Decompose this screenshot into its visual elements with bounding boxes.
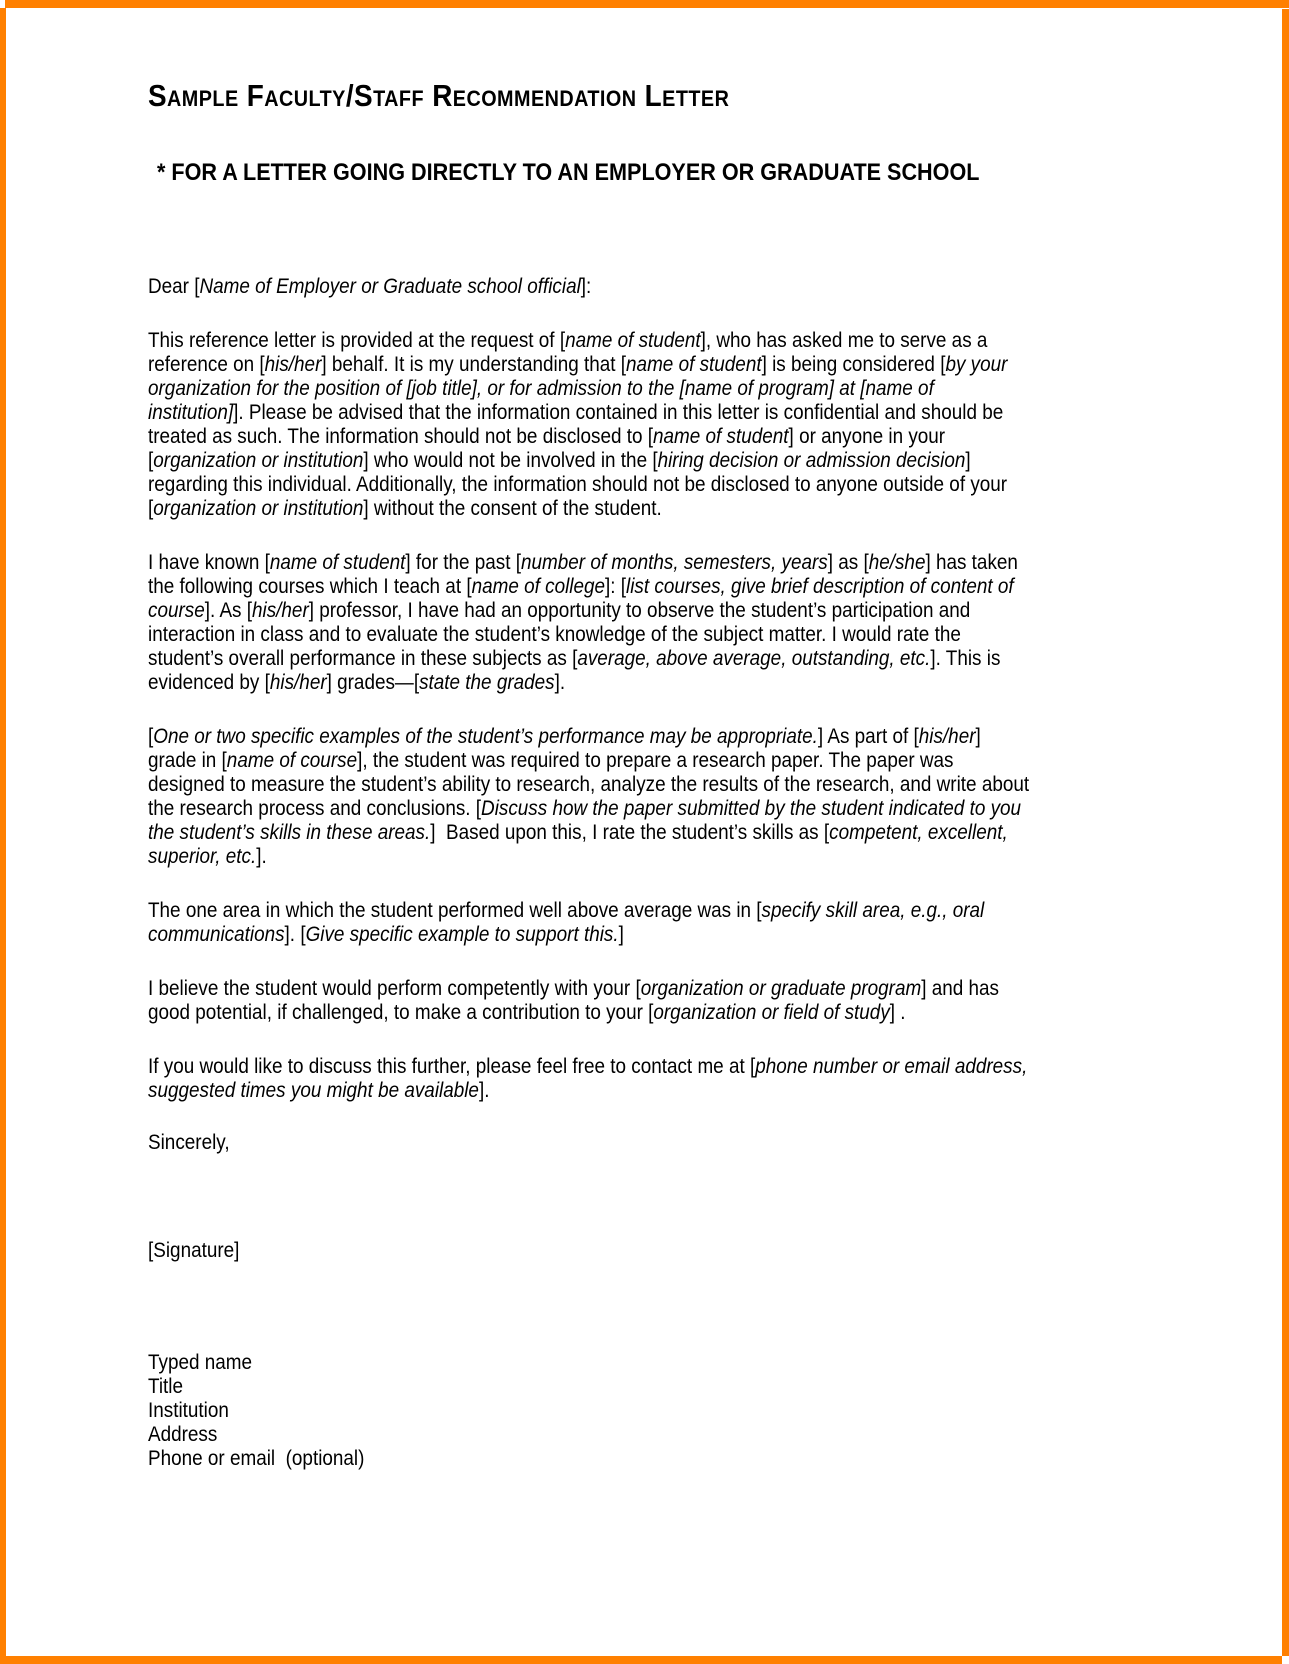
letter-content [148,0,1129,1471]
text-line [148,773,1129,797]
text-line [148,1079,1129,1103]
text-line [148,671,1129,695]
text-run: his/her [264,353,322,376]
text-run: interaction in class and to evaluate the student’s knowledge of the subject matter. I would rate the [148,623,961,646]
text-run: ]. [554,671,566,694]
text-run: he/she [868,551,926,574]
text-run: his/her [918,725,976,748]
text-run: grade in [ [148,749,227,772]
text-line [148,575,1129,599]
text-run: Name of Employer or Graduate school official [199,275,581,298]
paragraph-above-average-area [148,899,1129,947]
text-run: average, above average, outstanding, etc. [577,647,931,670]
text-run: ]. Please be advised that the information contained in this letter is confidential and should be [233,401,1004,424]
text-line [148,977,1129,1001]
text-run: name of college [471,575,606,598]
text-run: superior, etc. [148,845,257,868]
text-line: Phone or email (optional) [148,1447,365,1470]
text-line [148,749,1129,773]
text-run: evidenced by [ [148,671,270,694]
text-run: ] [618,923,624,946]
text-run: ] . [889,1001,906,1024]
text-run: organization or field of study [653,1001,890,1024]
text-run: ]. As [ [204,599,253,622]
frame-right-bar [1282,9,1289,1656]
text-line [148,497,1129,521]
text-line [148,425,1129,449]
text-run: course [148,599,205,622]
text-run: Dear [ [148,275,200,298]
text-line: Title [148,1375,184,1398]
text-run: organization or institution [153,449,364,472]
text-run: ] [975,725,981,748]
text-run: ]. [ [284,923,306,946]
text-run: competent, excellent, [829,821,1008,844]
text-line [148,899,1129,923]
text-run: designed to measure the student’s ability to research, analyze the results of the research, and write about [148,773,1030,796]
text-run: ] Based upon this, I rate the student’s skills as [ [430,821,830,844]
paragraph-potential [148,977,1129,1025]
text-run: treated as such. The information should not be disclosed to [ [148,425,654,448]
text-run: reference on [ [148,353,265,376]
text-run: ]: [ [605,575,627,598]
text-run: phone number or email address, [755,1055,1028,1078]
text-run: I have known [ [148,551,270,574]
text-run: Give specific example to support this. [305,923,619,946]
text-run: ]: [580,275,592,298]
text-run: student’s overall performance in these subjects as [ [148,647,578,670]
text-run: his/her [252,599,309,622]
text-line [148,473,1129,497]
paragraph-contact [148,1055,1129,1103]
text-run: ] for the past [ [405,551,521,574]
text-run: ] professor, I have had an opportunity to observe the student’s participation and [308,599,971,622]
text-line [148,401,1129,425]
text-run: ] is being considered [ [761,353,946,376]
text-run: ] and has [921,977,1000,1000]
text-run: regarding this individual. Additionally, the information should not be disclosed to anyone outside of your [148,473,1008,496]
text-run: ] behalf. It is my understanding that [ [321,353,627,376]
text-line [148,329,1129,353]
text-run: One or two specific examples of the student’s performance may be appropriate. [153,725,818,748]
text-run: number of months, semesters, years [520,551,828,574]
paragraph-research-paper [148,725,1129,869]
text-run: organization or institution [153,497,364,520]
text-run: list courses, give brief description of content of [626,575,1014,598]
signature-block [148,1351,1129,1471]
text-run: [ [148,497,154,520]
text-run: ]. This is [930,647,1001,670]
text-run: If you would like to discuss this further, please feel free to contact me at [ [148,1055,756,1078]
text-run: The one area in which the student performed well above average was in [ [148,899,762,922]
text-run: ], the student was required to prepare a research paper. The paper was [357,749,954,772]
text-run: ] as [ [827,551,869,574]
text-run: his/her [269,671,327,694]
text-run: good potential, if challenged, to make a contribution to your [ [148,1001,654,1024]
text-run: hiring decision or admission decision [657,449,966,472]
text-run: ] [965,449,971,472]
text-run: name of student [626,353,762,376]
text-line [148,923,1129,947]
text-run: name of student [269,551,406,574]
text-run: ] has taken [925,551,1018,574]
text-line [148,725,1129,749]
text-line [148,353,1129,377]
text-run: ], who has asked me to serve as a [700,329,988,352]
text-line: Institution [148,1399,229,1422]
text-run: [ [148,449,154,472]
text-line [148,1055,1129,1079]
text-run: state the grades [419,671,555,694]
text-run: ] without the consent of the student. [363,497,662,520]
text-run: organization or graduate program [640,977,922,1000]
signature-placeholder: [Signature] [148,1239,240,1262]
text-line [148,845,1129,869]
text-run: institution] [148,401,234,424]
text-run: name of student [565,329,701,352]
text-run: [ [148,725,154,748]
closing: Sincerely, [148,1131,230,1154]
text-run: I believe the student would perform competently with your [ [148,977,641,1000]
text-line [148,449,1129,473]
paragraph-confidentiality [148,329,1129,521]
text-run: ] As part of [ [817,725,919,748]
text-line [148,623,1129,647]
text-run: name of student [653,425,789,448]
text-line [148,647,1129,671]
text-run: Discuss how the paper submitted by the student indicated to you [481,797,1022,820]
text-run: organization for the position of [job title], or for admission to the [name of program] at [name of [148,377,934,400]
text-line: Address [148,1423,218,1446]
text-run: by your [945,353,1008,376]
text-run: specify skill area, e.g., oral [761,899,985,922]
frame-bottom-bar [6,1656,1282,1664]
text-line [148,821,1129,845]
text-run: suggested times you might be available [148,1079,479,1102]
letter-subtitle: * FOR A LETTER GOING DIRECTLY TO AN EMPLOYER OR GRADUATE SCHOOL [157,159,980,186]
paragraph-courses-performance [148,551,1129,695]
text-run: This reference letter is provided at the request of [ [148,329,566,352]
text-line: Typed name [148,1351,253,1374]
text-line [148,551,1129,575]
letter-title: Sample Faculty/Staff Recommendation Letter [148,78,730,113]
text-run: the student’s skills in these areas. [148,821,431,844]
text-run: the following courses which I teach at [ [148,575,472,598]
text-line [148,1001,1129,1025]
text-line [148,797,1129,821]
text-run: ] who would not be involved in the [ [363,449,658,472]
text-line [148,599,1129,623]
text-run: ] grades—[ [326,671,420,694]
text-run: communications [148,923,285,946]
text-run: name of course [226,749,358,772]
text-run: the research process and conclusions. [ [148,797,482,820]
text-line [148,377,1129,401]
text-line [148,275,1129,299]
text-run: ] or anyone in your [788,425,946,448]
text-run: ]. [256,845,267,868]
frame-left-bar [0,8,6,1664]
salutation [148,275,1129,299]
text-run: ]. [478,1079,490,1102]
